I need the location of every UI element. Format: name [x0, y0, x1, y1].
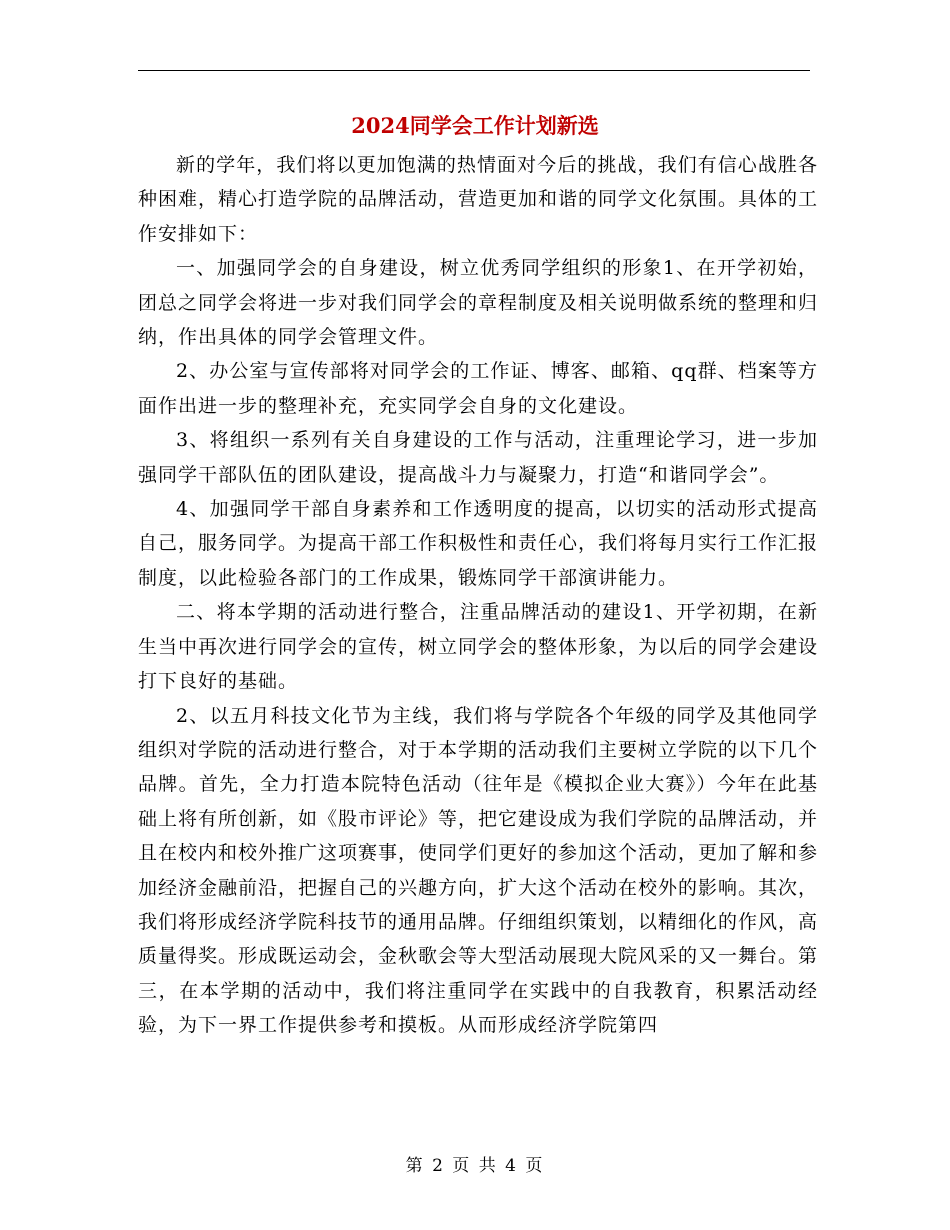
header-rule: [138, 70, 810, 71]
document-title: 2024同学会工作计划新选: [351, 113, 599, 138]
paragraph-intro: 新的学年，我们将以更加饱满的热情面对今后的挑战，我们有信心战胜各种困难，精心打造学院的品牌活动，营造更加和谐的同学文化氛围。具体的工作安排如下：: [138, 154, 819, 245]
paragraph-item-1-3: 3、将组织一系列有关自身建设的工作与活动，注重理论学习，进一步加强同学干部队伍的团队建设，提高战斗力与凝聚力，打造“和谐同学会”。: [138, 429, 818, 486]
paragraph-item-1-4: 4、加强同学干部自身素养和工作透明度的提高，以切实的活动形式提高自己，服务同学。为提高干部工作积极性和责任心，我们将每月实行工作汇报制度，以此检验各部门的工作成果，锻炼同学干部演讲能力。: [138, 498, 819, 589]
paragraph-item-1-2: 2、办公室与宣传部将对同学会的工作证、博客、邮箱、qq群、档案等方面作出进一步的整理补充，充实同学会自身的文化建设。: [138, 360, 818, 417]
paragraph-section-1: 一、加强同学会的自身建设，树立优秀同学组织的形象1、在开学初始，团总之同学会将进一步对我们同学会的章程制度及相关说明做系统的整理和归纳，作出具体的同学会管理文件。: [138, 257, 819, 349]
document-body: [138, 148, 818, 1043]
paragraph-section-2: 二、将本学期的活动进行整合，注重品牌活动的建设1、开学初期，在新生当中再次进行同学会的宣传，树立同学会的整体形象，为以后的同学会建设打下良好的基础。: [138, 601, 819, 693]
page-number: 第 2 页 共 4 页: [405, 1156, 545, 1176]
paragraph-item-2-2: 2、以五月科技文化节为主线，我们将与学院各个年级的同学及其他同学组织对学院的活动进行整合，对于本学期的活动我们主要树立学院的以下几个品牌。首先，全力打造本院特色活动（往年是《模拟企业大赛》）今年在此基础上将有所创新，如《股市评论》等，把它建设成为我们学院的品牌活动，并且在校内和校外推广这项赛事，使同学们更好的参加这个活动，更加了解和参加经济金融前沿，把握自己的兴趣方向，扩大这个活动在校外的影响。其次，我们将形成经济学院科技节的通用品牌。仔细组织策划，以精细化的作风，高质量得奖。形成既运动会，金秋歌会等大型活动展现大院风采的又一舞台。第三，在本学期的活动中，我们将注重同学在实践中的自我教育，积累活动经验，为下一界工作提供参考和摸板。从而形成经济学院第四: [138, 704, 819, 1037]
